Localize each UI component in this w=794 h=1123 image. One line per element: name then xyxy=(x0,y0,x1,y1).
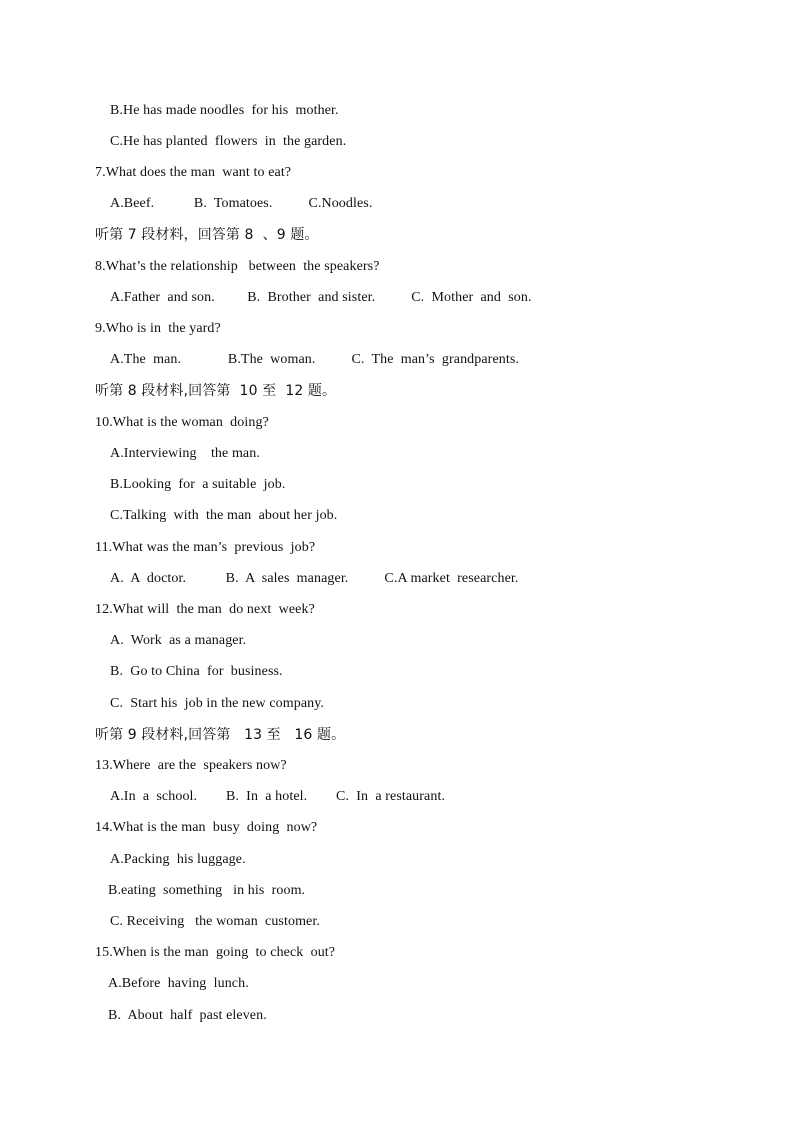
option-line: C. Start his job in the new company. xyxy=(110,696,325,711)
option-line: A.In a school. B. In a hotel. C. In a restaurant. xyxy=(110,789,446,804)
question-line: 8.What’s the relationship between the speakers? xyxy=(95,259,380,274)
section-heading: 听第 7 段材料，回答第 8 、9 题。 xyxy=(95,227,319,243)
option-line: A.Interviewing the man. xyxy=(110,446,260,461)
option-line: C. Receiving the woman customer. xyxy=(110,914,320,929)
option-line: B. Go to China for business. xyxy=(110,664,283,679)
option-line: A. A doctor. B. A sales manager. C.A market researcher. xyxy=(110,571,519,586)
question-line: 15.When is the man going to check out? xyxy=(95,945,336,960)
question-line: 11.What was the man’s previous job? xyxy=(95,540,316,555)
option-line: A.Packing his luggage. xyxy=(110,852,246,867)
question-line: 14.What is the man busy doing now? xyxy=(95,820,318,835)
option-line: B.Looking for a suitable job. xyxy=(110,477,286,492)
question-line: 10.What is the woman doing? xyxy=(95,415,269,430)
option-line: C.He has planted flowers in the garden. xyxy=(110,134,347,149)
option-line: A.Beef. B. Tomatoes. C.Noodles. xyxy=(110,196,373,211)
option-line: B.He has made noodles for his mother. xyxy=(110,103,339,118)
section-heading: 听第 8 段材料,回答第 10 至 12 题。 xyxy=(95,383,337,399)
option-line: A.Father and son. B. Brother and sister. C. Mother and son. xyxy=(110,290,532,305)
section-heading: 听第 9 段材料,回答第 13 至 16 题。 xyxy=(95,727,346,743)
option-line: A. Work as a manager. xyxy=(110,633,247,648)
question-line: 9.Who is in the yard? xyxy=(95,321,221,336)
option-line: B. About half past eleven. xyxy=(108,1008,267,1023)
option-line: A.The man. B.The woman. C. The man’s grandparents. xyxy=(110,352,519,367)
question-line: 7.What does the man want to eat? xyxy=(95,165,292,180)
option-line: A.Before having lunch. xyxy=(108,976,249,991)
question-line: 13.Where are the speakers now? xyxy=(95,758,287,773)
option-line: C.Talking with the man about her job. xyxy=(110,508,338,523)
option-line: B.eating something in his room. xyxy=(108,883,306,898)
question-line: 12.What will the man do next week? xyxy=(95,602,315,617)
